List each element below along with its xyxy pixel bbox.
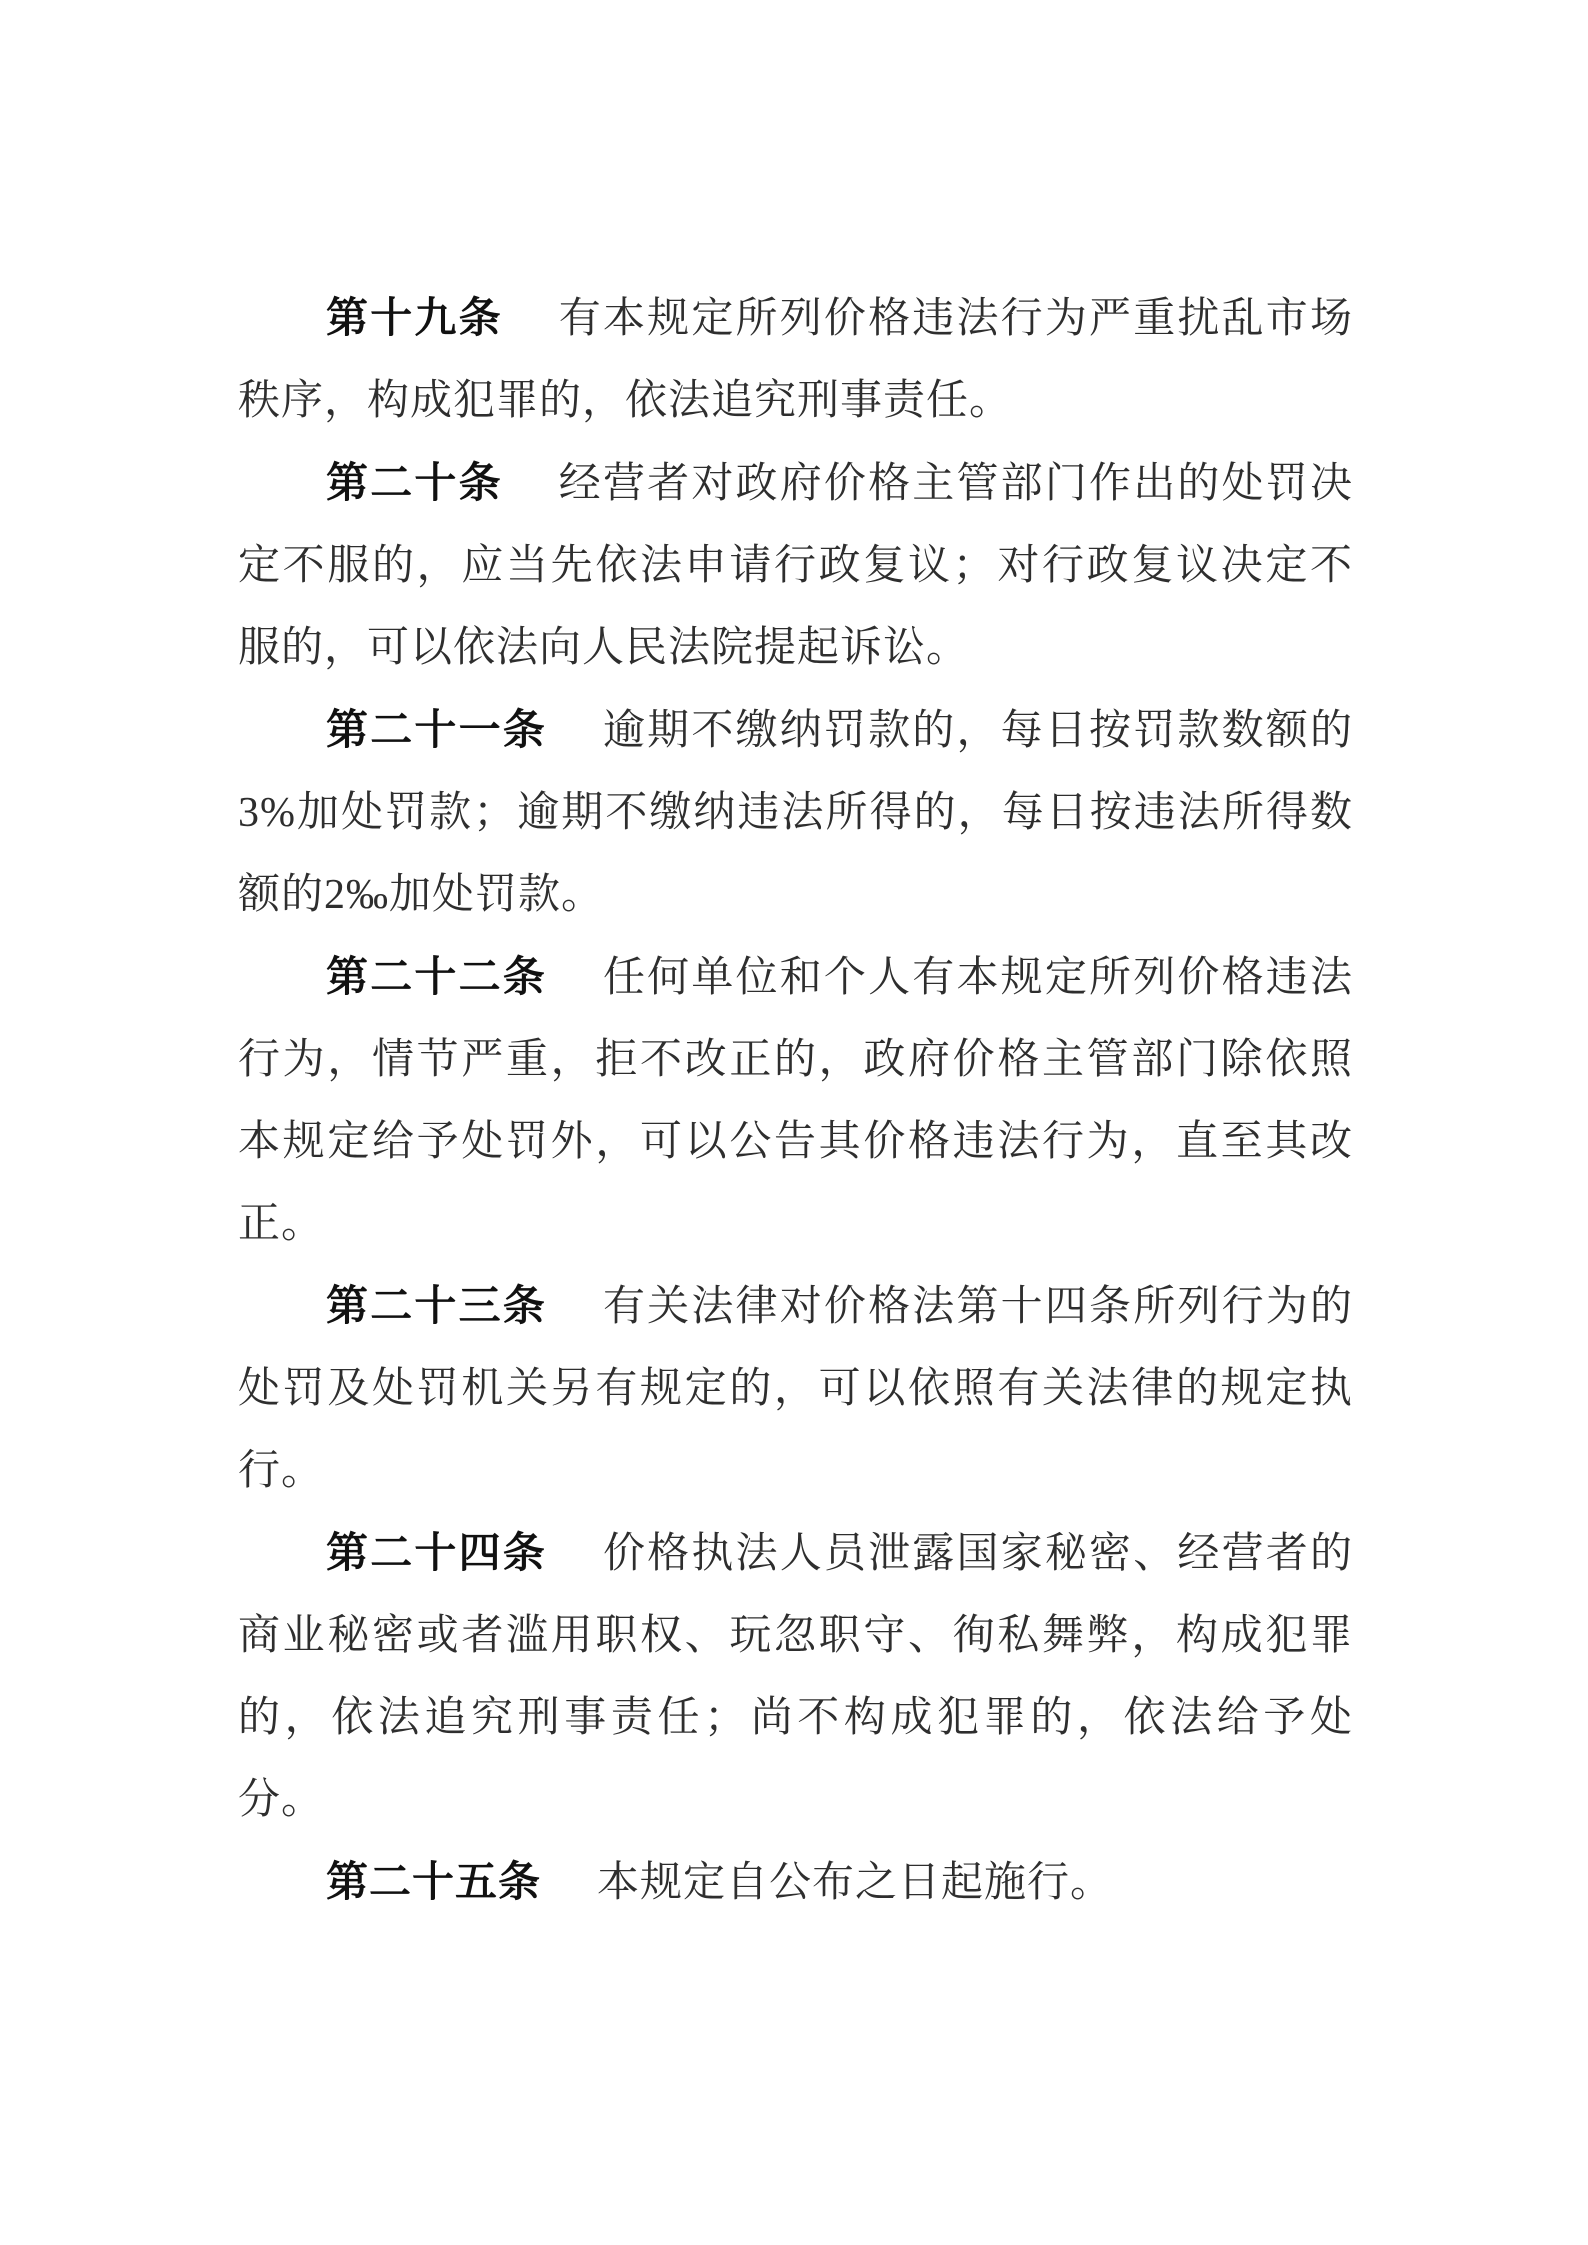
article-21-number: 第二十一条 [326, 706, 547, 753]
article-23 [238, 1265, 1353, 1512]
article-25-number: 第二十五条 [326, 1858, 542, 1905]
article-21 [238, 689, 1353, 936]
article-25-text: 本规定自公布之日起施行。 [597, 1860, 1114, 1906]
article-24-number: 第二十四条 [326, 1529, 547, 1576]
article-20 [238, 442, 1353, 689]
article-19 [238, 277, 1353, 442]
article-24-text: 价格执法人员泄露国家秘密、经营者的商业秘密或者滥用职权、玩忽职守、徇私舞弊，构成犯罪的，依法追究刑事责任；尚不构成犯罪的，依法给予处分。 [238, 1531, 1353, 1823]
article-20-number: 第二十条 [326, 459, 503, 506]
article-21-text: 逾期不缴纳罚款的，每日按罚款数额的 3%加处罚款；逾期不缴纳违法所得的，每日按违法所得数额的2‰加处罚款。 [238, 708, 1353, 918]
article-23-text: 有关法律对价格法第十四条所列行为的处罚及处罚机关另有规定的，可以依照有关法律的规定执行。 [238, 1284, 1353, 1494]
article-22-text: 任何单位和个人有本规定所列价格违法行为，情节严重，拒不改正的，政府价格主管部门除依照本规定给予处罚外，可以公告其价格违法行为，直至其改正。 [238, 955, 1353, 1247]
article-24 [238, 1512, 1353, 1841]
article-22-number: 第二十二条 [326, 953, 547, 1000]
article-22 [238, 936, 1353, 1265]
article-19-text: 有本规定所列价格违法行为严重扰乱市场秩序，构成犯罪的，依法追究刑事责任。 [238, 296, 1353, 424]
article-19-number: 第十九条 [326, 294, 503, 341]
article-25 [238, 1841, 1353, 1924]
article-23-number: 第二十三条 [326, 1282, 547, 1329]
article-20-text: 经营者对政府价格主管部门作出的处罚决定不服的，应当先依法申请行政复议；对行政复议决定不服的，可以依法向人民法院提起诉讼。 [238, 461, 1353, 671]
document-body [238, 277, 1353, 1924]
